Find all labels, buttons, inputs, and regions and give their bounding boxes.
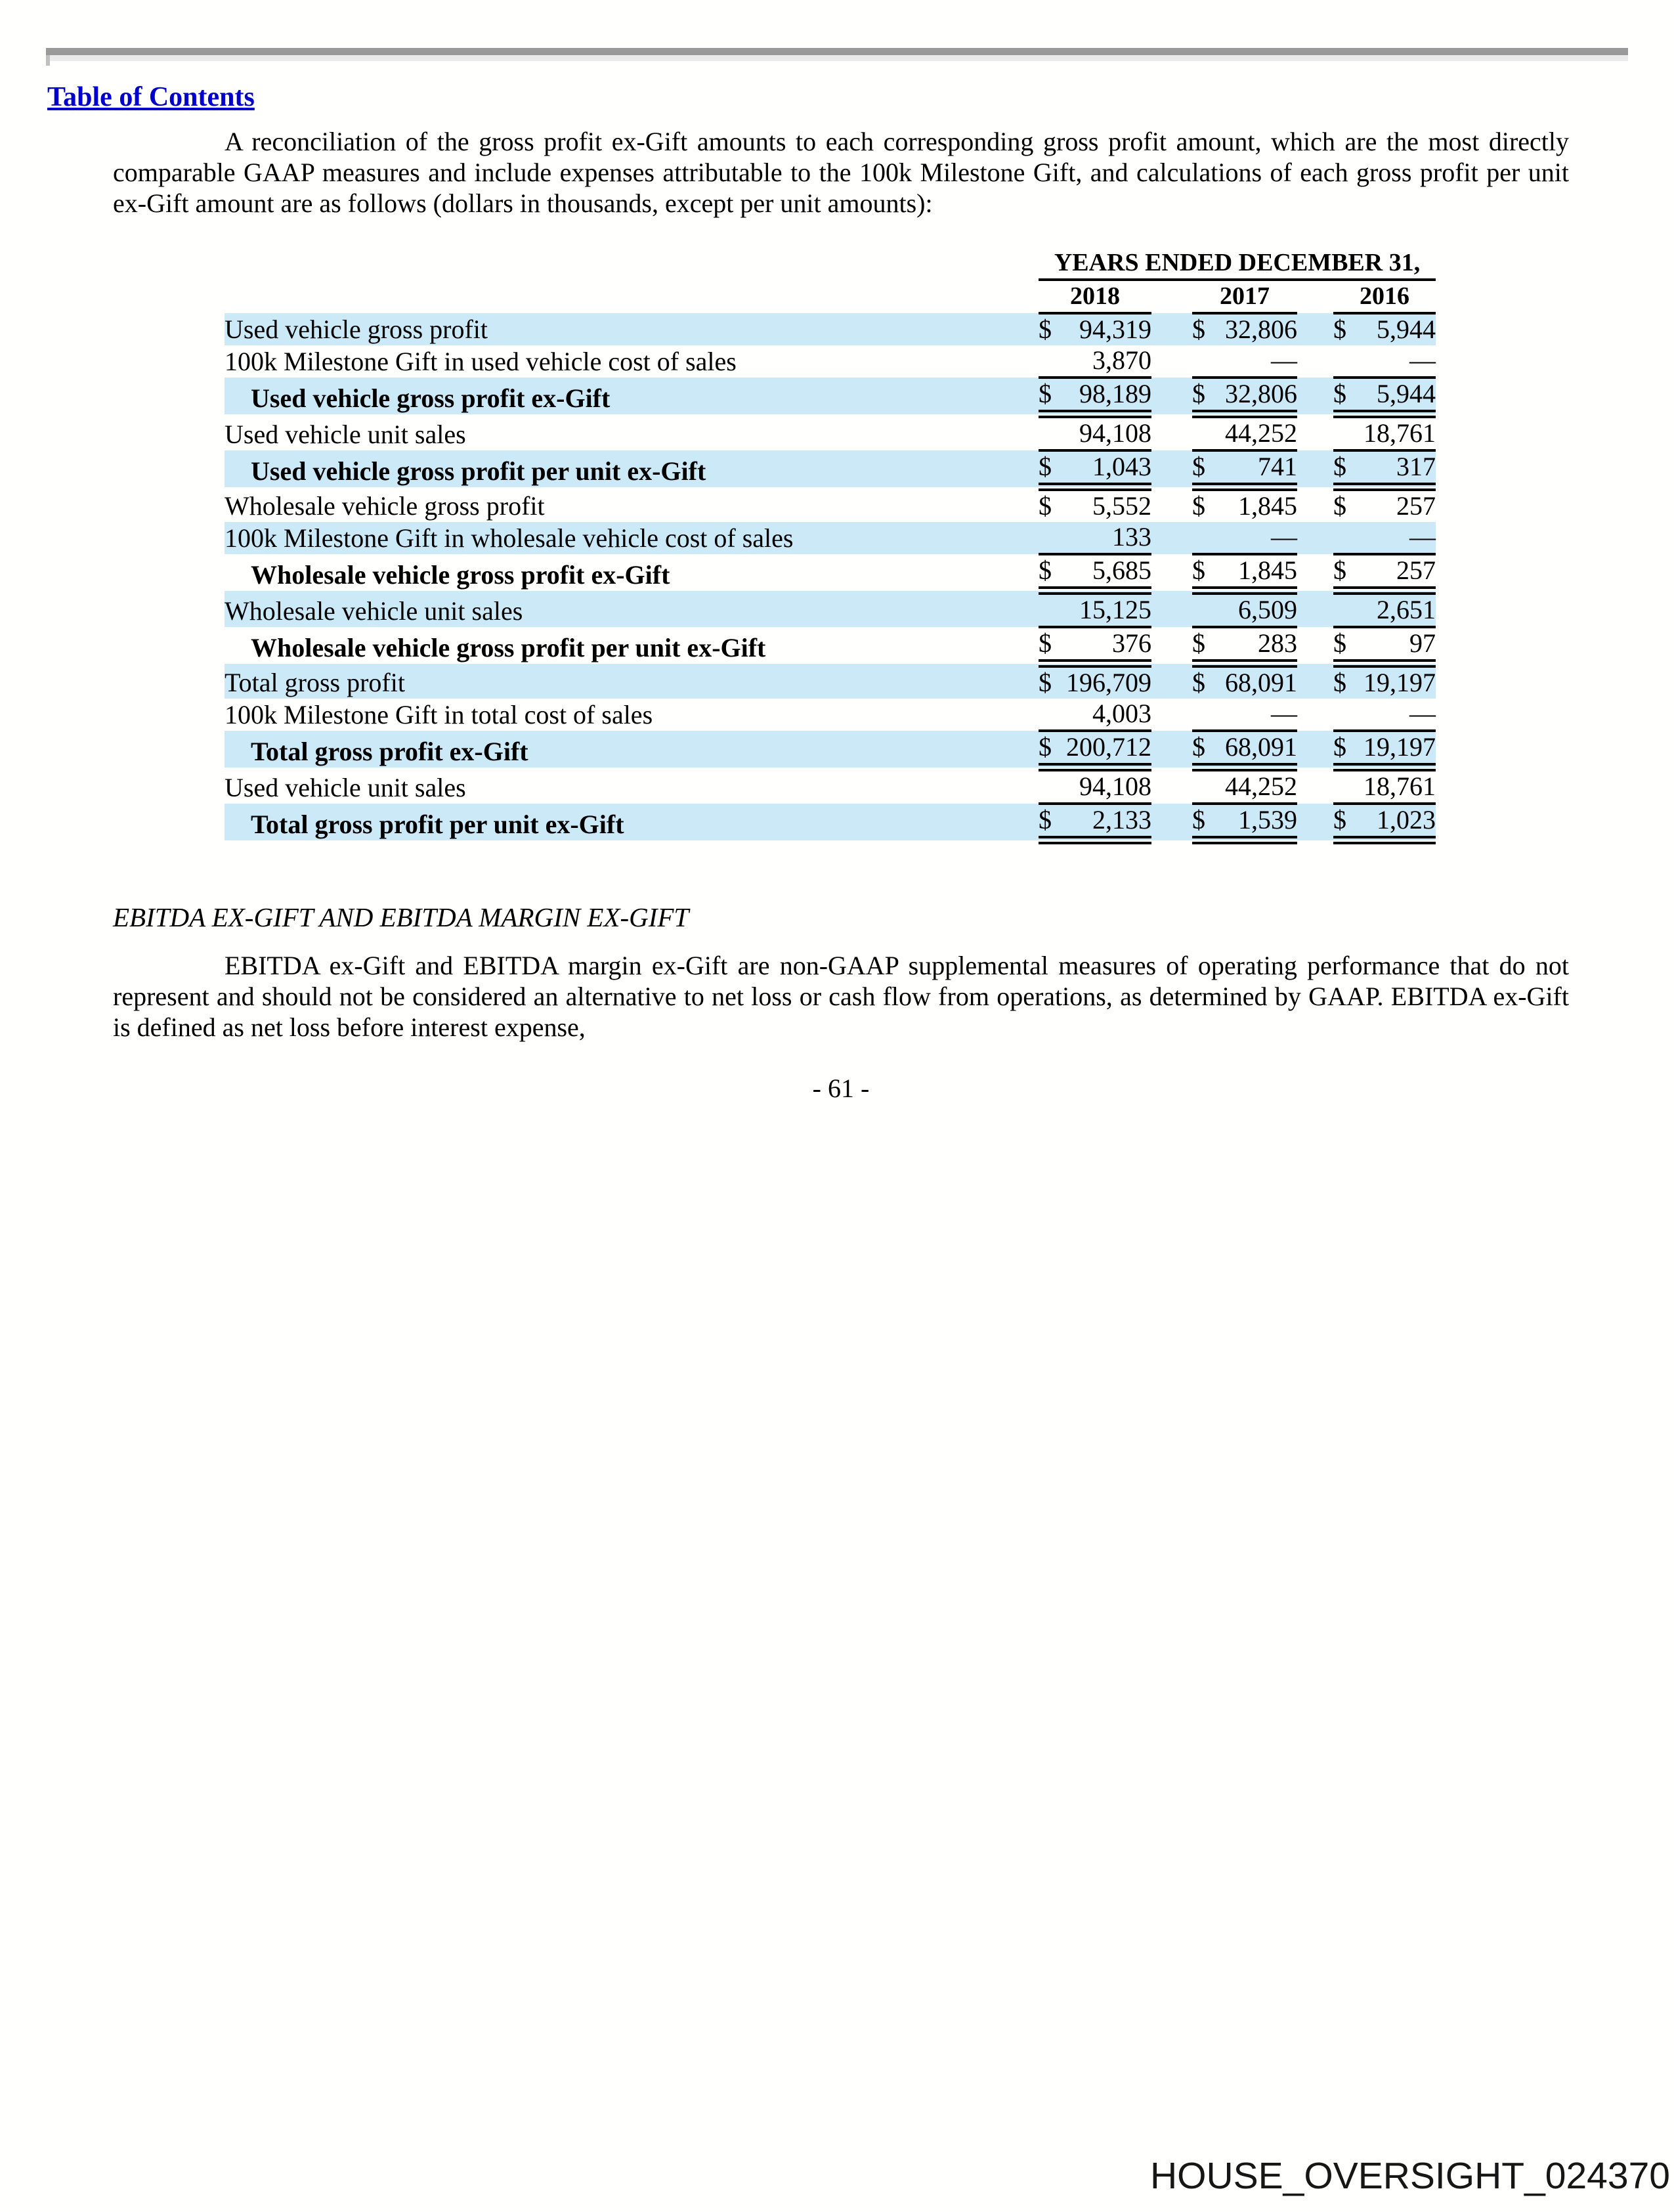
currency-cell-2017: $: [1192, 804, 1218, 840]
row-label: Wholesale vehicle gross profit ex-Gift: [251, 559, 670, 590]
currency-cell-2017: [1192, 591, 1218, 628]
ebitda-paragraph: EBITDA ex-Gift and EBITDA margin ex-Gift are non-GAAP supplemental measures of operating performance that do not represent and should not be considered an alternative to net loss or cash flow from operations, as determined by GAAP. EBITDA ex-Gift is defined as net loss before interest expense,: [113, 951, 1569, 1042]
currency-cell-2016: $: [1333, 491, 1346, 521]
amount-cell-2018: 376: [1065, 627, 1151, 664]
amount-cell-2017: 283: [1218, 627, 1297, 664]
table-row: [225, 554, 1436, 591]
amount-cell-2018: 2,133: [1065, 804, 1151, 840]
row-label: Used vehicle gross profit: [225, 314, 488, 344]
top-divider-shadow: [46, 55, 1628, 61]
row-label: Used vehicle gross profit ex-Gift: [251, 383, 611, 413]
currency-cell-2018: $: [1039, 313, 1065, 345]
amount-cell-2018: 3,870: [1065, 345, 1151, 378]
table-row: [225, 627, 1436, 664]
amount-cell-2016: —: [1360, 345, 1436, 378]
table-row: [225, 522, 1436, 554]
currency-cell-2017: $: [1192, 664, 1218, 699]
currency-cell-2017: $: [1192, 378, 1218, 414]
amount-cell-2018: 133: [1065, 522, 1151, 554]
amount-cell-2018: 94,108: [1065, 768, 1151, 804]
currency-cell-2016: [1333, 591, 1360, 628]
table-row: [225, 450, 1436, 487]
row-label: Wholesale vehicle gross profit: [225, 491, 545, 521]
currency-cell-2017: $: [1192, 554, 1218, 591]
currency-cell-2016: [1333, 522, 1360, 554]
currency-cell-2016: [1333, 345, 1360, 378]
row-label: Total gross profit per unit ex-Gift: [251, 809, 624, 839]
amount-cell-2016: 257: [1360, 554, 1436, 591]
bates-stamp: HOUSE_OVERSIGHT_024370: [1149, 2155, 1670, 2197]
amount-cell-2017: 6,509: [1218, 591, 1297, 628]
currency-cell-2018: [1039, 699, 1065, 731]
row-label: 100k Milestone Gift in wholesale vehicle cost of sales: [225, 523, 794, 553]
amount-cell-2018: 5,685: [1065, 554, 1151, 591]
financial-table: [225, 248, 1436, 844]
amount-cell-2016: 18,761: [1360, 414, 1436, 451]
row-label: 100k Milestone Gift in used vehicle cost of sales: [225, 347, 737, 376]
currency-cell-2016: [1333, 699, 1360, 731]
row-label: Total gross profit ex-Gift: [251, 736, 528, 766]
currency-cell-2016: $: [1333, 731, 1360, 768]
toc-link[interactable]: Table of Contents: [47, 82, 255, 112]
currency-cell-2018: [1039, 345, 1065, 378]
row-label: Used vehicle gross profit per unit ex-Gift: [251, 456, 706, 486]
row-label: Wholesale vehicle unit sales: [225, 596, 523, 626]
amount-cell-2016: 97: [1360, 627, 1436, 664]
amount-cell-2016: —: [1360, 522, 1436, 554]
table-row: [225, 414, 1436, 451]
amount-cell-2018: 1,043: [1065, 450, 1151, 487]
amount-cell-2016: 19,197: [1360, 664, 1436, 699]
row-label: Total gross profit: [225, 668, 405, 697]
currency-cell-2018: $: [1039, 450, 1065, 487]
amount-cell-2018: 4,003: [1065, 699, 1151, 731]
years-ended-header: YEARS ENDED DECEMBER 31,: [1039, 248, 1436, 280]
amount-cell-2018: 5,552: [1092, 491, 1151, 521]
ebitda-heading: EBITDA EX-GIFT AND EBITDA MARGIN EX-GIFT: [113, 902, 689, 932]
currency-cell-2018: $: [1039, 378, 1065, 414]
amount-cell-2017: —: [1218, 699, 1297, 731]
financial-table-body: [225, 313, 1436, 840]
row-label: Wholesale vehicle gross profit per unit ex-Gift: [251, 632, 766, 662]
currency-cell-2018: $: [1039, 664, 1065, 699]
currency-cell-2017: $: [1192, 491, 1205, 521]
amount-cell-2016: 5,944: [1360, 313, 1436, 345]
amount-cell-2017: 32,806: [1218, 378, 1297, 414]
currency-cell-2017: [1192, 345, 1218, 378]
table-row: [225, 731, 1436, 768]
amount-cell-2017: 44,252: [1218, 768, 1297, 804]
currency-cell-2018: [1039, 522, 1065, 554]
page-number: - 61 -: [812, 1073, 870, 1103]
currency-cell-2018: $: [1039, 627, 1065, 664]
amount-cell-2017: 1,845: [1218, 554, 1297, 591]
table-row: [225, 664, 1436, 699]
currency-cell-2016: $: [1333, 664, 1360, 699]
amount-cell-2017: 68,091: [1218, 664, 1297, 699]
amount-cell-2017: 741: [1218, 450, 1297, 487]
page-content: [113, 126, 1569, 1104]
currency-cell-2018: [1039, 414, 1065, 451]
amount-cell-2017: 44,252: [1218, 414, 1297, 451]
amount-cell-2016: 317: [1360, 450, 1436, 487]
currency-cell-2017: $: [1192, 627, 1218, 664]
table-row: [225, 345, 1436, 378]
amount-cell-2016: 19,197: [1360, 731, 1436, 768]
table-row: [225, 591, 1436, 628]
table-header-row: [225, 248, 1436, 280]
currency-cell-2016: $: [1333, 313, 1360, 345]
currency-cell-2017: [1192, 522, 1218, 554]
currency-cell-2018: [1039, 591, 1065, 628]
currency-cell-2016: $: [1333, 378, 1360, 414]
amount-cell-2016: —: [1360, 699, 1436, 731]
currency-cell-2018: $: [1039, 804, 1065, 840]
currency-cell-2017: $: [1192, 731, 1218, 768]
amount-cell-2017: 32,806: [1218, 313, 1297, 345]
amount-cell-2018: 98,189: [1065, 378, 1151, 414]
amount-cell-2016: 1,023: [1360, 804, 1436, 840]
amount-cell-2018: 196,709: [1065, 664, 1151, 699]
amount-cell-2016: 18,761: [1360, 768, 1436, 804]
amount-cell-2018: 94,319: [1065, 313, 1151, 345]
row-label: 100k Milestone Gift in total cost of sales: [225, 700, 653, 729]
currency-cell-2016: $: [1333, 450, 1360, 487]
currency-cell-2016: $: [1333, 627, 1360, 664]
table-row: [225, 313, 1436, 345]
currency-cell-2016: $: [1333, 554, 1360, 591]
amount-cell-2016: 5,944: [1360, 378, 1436, 414]
table-row: [225, 378, 1436, 414]
top-divider-notch: [46, 55, 50, 66]
year-header-2018: 2018: [1039, 280, 1151, 313]
top-divider: [46, 48, 1628, 55]
amount-cell-2018: 94,108: [1065, 414, 1151, 451]
currency-cell-2018: [1039, 768, 1065, 804]
currency-cell-2016: [1333, 414, 1360, 451]
amount-cell-2016: 257: [1396, 491, 1436, 521]
currency-cell-2018: $: [1039, 731, 1065, 768]
currency-cell-2017: $: [1192, 450, 1218, 487]
currency-cell-2016: $: [1333, 804, 1360, 840]
currency-cell-2016: [1333, 768, 1360, 804]
table-row: [225, 699, 1436, 731]
currency-cell-2018: $: [1039, 491, 1052, 521]
currency-cell-2017: $: [1192, 313, 1218, 345]
row-label: Used vehicle unit sales: [225, 773, 466, 802]
amount-cell-2016: 2,651: [1360, 591, 1436, 628]
year-header-2017: 2017: [1192, 280, 1297, 313]
amount-cell-2017: —: [1218, 522, 1297, 554]
row-label: Used vehicle unit sales: [225, 420, 466, 449]
table-row: [225, 487, 1436, 523]
year-header-2016: 2016: [1333, 280, 1436, 313]
intro-paragraph: A reconciliation of the gross profit ex-Gift amounts to each corresponding gross profit amount, which are the most directly comparable GAAP measures and include expenses attributable to the 100k Milestone Gift, and calculations of each gross profit per unit ex-Gift amount are as follows (dollars in thousands, except per unit amounts):: [113, 127, 1569, 218]
currency-cell-2017: [1192, 699, 1218, 731]
amount-cell-2017: 1,845: [1238, 491, 1297, 521]
empty-header-cell: [225, 248, 1039, 280]
currency-cell-2017: [1192, 768, 1218, 804]
amount-cell-2018: 200,712: [1065, 731, 1151, 768]
amount-cell-2017: 1,539: [1218, 804, 1297, 840]
currency-cell-2017: [1192, 414, 1218, 451]
year-labels-row: [225, 280, 1436, 313]
amount-cell-2017: —: [1218, 345, 1297, 378]
table-row: [225, 804, 1436, 840]
amount-cell-2018: 15,125: [1065, 591, 1151, 628]
currency-cell-2018: $: [1039, 554, 1065, 591]
table-row: [225, 768, 1436, 804]
amount-cell-2017: 68,091: [1218, 731, 1297, 768]
